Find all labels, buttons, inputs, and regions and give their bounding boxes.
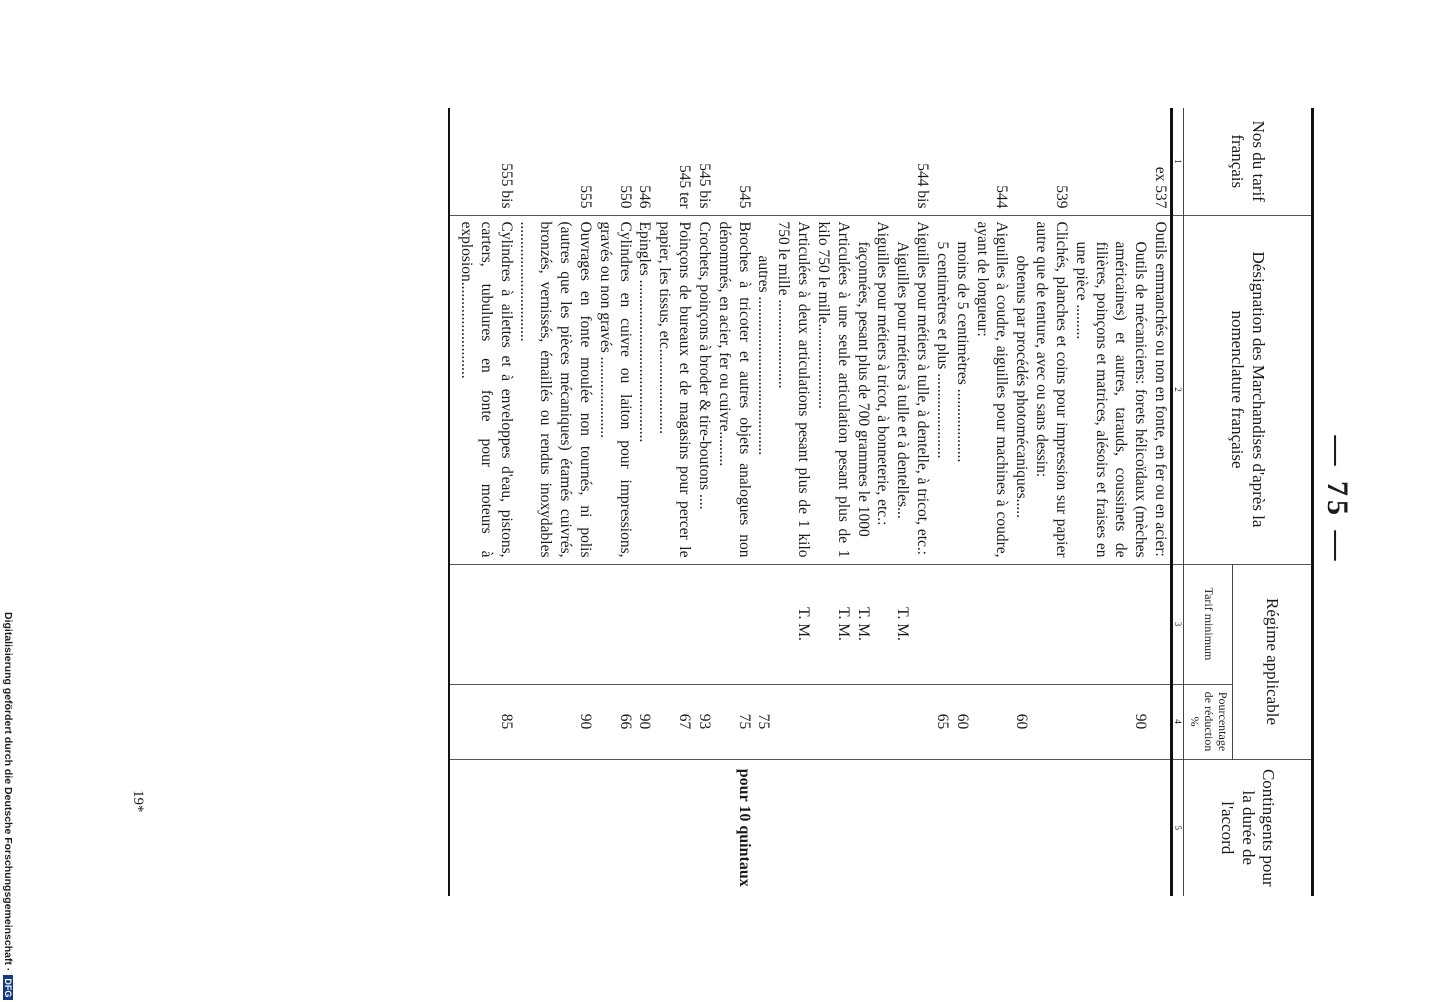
tariff-number <box>952 108 972 215</box>
quota <box>1011 759 1031 896</box>
table-row <box>654 108 694 896</box>
table-row <box>754 108 774 896</box>
table-row <box>873 108 893 896</box>
table-header-row <box>1233 108 1313 896</box>
designation: Aiguilles pour métiers à tulle, à dentelle, à tricot, etc.: <box>912 215 932 564</box>
quota <box>952 759 972 896</box>
header-tariff-number: Nos du tarif français <box>1184 108 1313 215</box>
reduction-percent <box>912 684 932 759</box>
tarif-minimum: T. M. <box>853 564 873 684</box>
tariff-number <box>892 108 912 215</box>
digitization-credit <box>2 612 14 1002</box>
tarif-minimum <box>595 564 635 684</box>
tarif-minimum <box>754 564 774 684</box>
tarif-minimum <box>516 564 595 684</box>
tarif-minimum <box>714 564 754 684</box>
designation: Epingles .......................................... <box>635 215 655 564</box>
table-row <box>773 108 813 896</box>
designation: façonnées, pesant plus de 700 grammes le 1000 <box>853 215 873 564</box>
quota <box>873 759 893 896</box>
reduction-percent: 90 <box>516 684 595 759</box>
tariff-number: 555 bis <box>449 108 515 215</box>
reduction-percent <box>892 684 912 759</box>
tarif-minimum <box>972 564 1012 684</box>
credit-text: Digitalisierung gefördert durch die Deutsche Forschungsgemeinschaft · <box>2 612 14 972</box>
quota <box>972 759 1012 896</box>
column-number-row <box>1172 108 1184 896</box>
quota <box>1071 759 1150 896</box>
table-row <box>595 108 635 896</box>
reduction-percent <box>1150 684 1171 759</box>
table-row <box>1031 108 1071 896</box>
designation: Outils emmanchés ou non en fonte, en fer ou en acier: <box>1150 215 1171 564</box>
tarif-minimum <box>1031 564 1071 684</box>
reduction-percent: 60 <box>1011 684 1031 759</box>
page-number: — 75 — <box>1321 435 1354 565</box>
designation: Outils de mécaniciens: forets hélicoïdaux (mèches américaines) et autres, tarauds, coussinets de filières, poinçons et matrices, alésoirs et fraises en une pièce ......... <box>1071 215 1150 564</box>
tariff-number: ex 537 <box>1152 166 1169 209</box>
table-row <box>1011 108 1031 896</box>
designation: 5 centimètres et plus ...................... <box>932 215 952 564</box>
column-number: 3 <box>1172 564 1184 684</box>
tariff-number <box>873 108 893 215</box>
reduction-percent <box>873 684 893 759</box>
designation: Ouvrages en fonte moulée non tournés, ni polis (autres que les pièces mécaniques) étamés cuivrés, bronzés, vernissés, émaillés ou rendus inoxydables ............................... <box>516 215 595 564</box>
table-row <box>952 108 972 896</box>
table-row <box>972 108 1012 896</box>
quota <box>1031 759 1071 896</box>
tariff-number <box>853 108 873 215</box>
header-regime-applicable: Régime applicable <box>1233 564 1313 759</box>
designation: autres ......................................... <box>754 215 774 564</box>
header-designation: Désignation des Marchandises d'après la nomenclature française <box>1184 215 1313 564</box>
tariff-number <box>1011 108 1031 215</box>
tariff-number <box>932 108 952 215</box>
table-row <box>892 108 912 896</box>
table-row <box>912 108 932 896</box>
reduction-percent: 85 <box>449 684 515 759</box>
tariff-table <box>448 108 1314 896</box>
column-number: 5 <box>1172 759 1184 896</box>
tarif-minimum: T. M. <box>892 564 912 684</box>
quota <box>449 759 515 896</box>
designation: Aiguilles pour métiers à tulle et à dentelles... <box>892 215 912 564</box>
designation: Aiguilles pour métiers à tricot, à bonneterie, etc.: <box>873 215 893 564</box>
tariff-number: 544 <box>993 185 1011 209</box>
table-row <box>516 108 595 896</box>
table-row <box>635 108 655 896</box>
quota <box>892 759 912 896</box>
table-row <box>853 108 873 896</box>
reduction-percent <box>813 684 853 759</box>
table-row <box>694 108 714 896</box>
quota <box>595 759 635 896</box>
table-row <box>449 108 515 896</box>
tariff-number: 555 <box>576 185 594 209</box>
tarif-minimum <box>1011 564 1031 684</box>
table-row <box>932 108 952 896</box>
tarif-minimum <box>654 564 694 684</box>
tariff-number: 546 <box>636 185 654 209</box>
tarif-minimum <box>1150 564 1171 684</box>
designation: Aiguilles à coudre, aiguilles pour machines à coudre, ayant de longueur: <box>972 215 1012 564</box>
tariff-number <box>773 108 813 215</box>
tariff-number <box>754 108 774 215</box>
quota <box>912 759 932 896</box>
designation: Cylindres en cuivre ou laiton pour impressions, gravés ou non gravés ..................... <box>595 215 635 564</box>
designation: Articulées à deux articulations pesant plus de 1 kilo 750 le mille ....................... <box>773 215 813 564</box>
reduction-percent <box>972 684 1012 759</box>
reduction-percent: 65 <box>932 684 952 759</box>
header-contingents: Contingents pour la durée de l'accord <box>1184 759 1313 896</box>
tarif-minimum <box>912 564 932 684</box>
tariff-number: 539 <box>1052 185 1070 209</box>
designation: Articulées à une seule articulation pesant plus de 1 kilo 750 le mille...................... <box>813 215 853 564</box>
tarif-minimum <box>449 564 515 684</box>
header-pourcentage: Pourcentage de réduction % <box>1184 684 1233 759</box>
column-number: 4 <box>1172 684 1184 759</box>
reduction-percent: 66 <box>595 684 635 759</box>
quota <box>694 759 714 896</box>
reduction-percent: 90 <box>1071 684 1150 759</box>
table-row <box>813 108 853 896</box>
quota <box>516 759 595 896</box>
tariff-number: 544 bis <box>914 163 932 209</box>
tariff-number: 550 <box>616 185 634 209</box>
quota <box>754 759 774 896</box>
tarif-minimum <box>1071 564 1150 684</box>
tarif-minimum <box>694 564 714 684</box>
tarif-minimum: T. M. <box>813 564 853 684</box>
header-tarif-minimum: Tarif minimum <box>1184 564 1233 684</box>
tariff-number: 545 <box>735 185 753 209</box>
reduction-percent: 60 <box>952 684 972 759</box>
reduction-percent: 90 <box>635 684 655 759</box>
table-row <box>1150 108 1171 896</box>
tarif-minimum <box>932 564 952 684</box>
tarif-minimum <box>952 564 972 684</box>
column-number: 2 <box>1172 215 1184 564</box>
sheet-signature-mark: 19* <box>130 790 146 813</box>
reduction-percent <box>773 684 813 759</box>
designation: Broches à tricoter et autres objets analogues non dénommés, en acier, fer ou cuivre......... <box>714 215 754 564</box>
designation: obtenus par procédés photomécaniques..... <box>1011 215 1031 564</box>
quota <box>773 759 813 896</box>
quota <box>813 759 853 896</box>
quota <box>1150 759 1171 896</box>
tarif-minimum <box>635 564 655 684</box>
tariff-number: 545 ter <box>676 165 694 209</box>
table-row <box>1071 108 1150 896</box>
designation: Clichés, planches et coins pour impression sur papier autre que de tenture, avec ou sans dessin: <box>1031 215 1071 564</box>
quota <box>932 759 952 896</box>
reduction-percent <box>853 684 873 759</box>
reduction-percent: 67 <box>654 684 694 759</box>
reduction-percent: 93 <box>694 684 714 759</box>
tariff-number <box>1071 108 1150 215</box>
designation: moins de 5 centimètres ................... <box>952 215 972 564</box>
quota <box>853 759 873 896</box>
reduction-percent <box>1031 684 1071 759</box>
dfg-logo: DFG <box>3 975 13 1000</box>
tariff-number: 545 bis <box>695 163 713 209</box>
reduction-percent: 75 <box>754 684 774 759</box>
quota: pour 10 quintaux <box>714 759 754 896</box>
column-number: 1 <box>1172 108 1184 215</box>
tarif-minimum: T. M. <box>773 564 813 684</box>
designation: Poinçons de bureaux et de magasins pour percer le papier, les tissus, etc...................... <box>654 215 694 564</box>
tarif-minimum <box>873 564 893 684</box>
quota <box>654 759 694 896</box>
quota <box>635 759 655 896</box>
reduction-percent: 75 <box>714 684 754 759</box>
table-row <box>714 108 754 896</box>
designation: Cylindres à ailettes et à enveloppes d'eau, pistons, carters, tubulures en fonte pour moteurs à explosion......................... <box>449 215 515 564</box>
tariff-number <box>813 108 853 215</box>
designation: Crochets, poinçons à broder & tire-boutons .... <box>694 215 714 564</box>
